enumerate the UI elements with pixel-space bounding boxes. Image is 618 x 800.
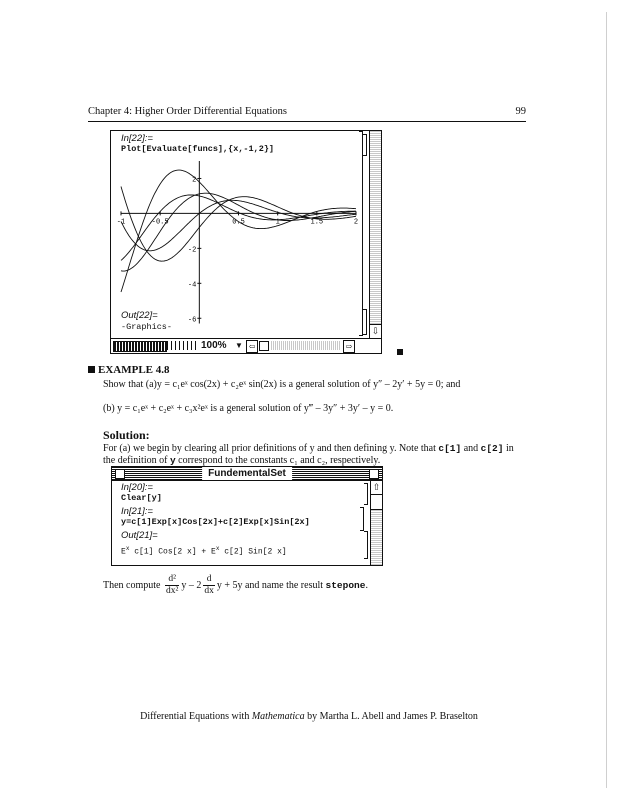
plot-axes (121, 161, 359, 324)
scroll-down-arrow-icon[interactable]: ⇩ (371, 326, 380, 336)
y-tick-label: -6 (187, 316, 197, 325)
x-tick-label: -1 (116, 218, 126, 227)
scroll-right-arrow-icon[interactable]: ⇨ (343, 340, 355, 353)
series-line-3 (121, 170, 359, 292)
x-tick-label: 1 (275, 218, 280, 227)
vertical-scrollbar[interactable] (369, 131, 381, 338)
chapter-title: Chapter 4: Higher Order Differential Equations (88, 106, 287, 117)
output-label: Out[22]= (121, 310, 158, 321)
solution-line-2: the definition of y correspond to the constants c₁ and c₂, respectively. (103, 455, 381, 466)
solution-line-1: For (a) we begin by clearing all prior definitions of y and then defining y. Note that c[1] and c[2] in (103, 443, 514, 454)
scroll-thumb[interactable] (259, 341, 269, 351)
second-derivative-fraction: $\frac{\text{d²}}{\text{dx²}}$ (165, 574, 179, 596)
inline-code-c2: c[2] (480, 443, 504, 454)
cell-bracket-output[interactable] (364, 531, 368, 559)
page-edge-rule (606, 12, 607, 788)
horizontal-scroll-track[interactable] (271, 341, 341, 350)
page-number: 99 (515, 106, 526, 117)
input-label-20: In[20]:= (121, 482, 153, 493)
cell-bracket-clear[interactable] (364, 483, 368, 505)
cell-bracket-group[interactable] (359, 131, 363, 336)
ruler-ticks (167, 341, 199, 350)
inline-code-y: y (169, 455, 176, 466)
x-tick-label: 0.5 (232, 218, 245, 227)
y-tick-label: -4 (187, 281, 197, 290)
example-part-a: Show that (a)y = c₁eˣ cos(2x) + c₂eˣ sin(2x) is a general solution of y″ – 2y′ + 5y = 0; and (103, 379, 461, 390)
solution-heading: Solution: (103, 428, 150, 442)
zoom-level[interactable]: 100% (201, 340, 227, 351)
notebook-content (111, 131, 369, 338)
output-graphics: -Graphics- (121, 322, 173, 332)
header-rule (88, 121, 526, 122)
cell-bracket-output[interactable] (363, 309, 367, 335)
x-tick-label: 2 (353, 218, 359, 227)
status-bar (111, 338, 381, 353)
input-code[interactable]: Plot[Evaluate[funcs],{x,-1,2}] (121, 144, 275, 154)
window-title: FundementalSet (202, 467, 292, 480)
y-tick-label: 2 (192, 176, 197, 185)
vertical-scrollbar[interactable] (370, 481, 382, 565)
footer-book-title: Mathematica (251, 711, 305, 722)
vertical-scroll-track[interactable] (370, 131, 381, 324)
page-footer: Differential Equations with Mathematica by Martha L. Abell and James P. Braselton (140, 711, 478, 722)
zoom-dropdown-icon[interactable]: ▼ (235, 341, 243, 350)
example-heading: EXAMPLE 4.8 (88, 364, 170, 376)
end-of-example-marker (397, 349, 403, 355)
notebook-content (112, 481, 370, 565)
x-tick-label: 1.5 (310, 218, 324, 227)
scroll-thumb[interactable] (371, 495, 382, 510)
window-titlebar[interactable] (112, 467, 382, 481)
output-expression: $E^x$ c[1] Cos[2 $x] + E^x$ c[2] Sin[2 x] (121, 545, 287, 557)
close-box-icon[interactable] (115, 469, 125, 479)
scroll-left-arrow-icon[interactable]: ⇦ (246, 340, 258, 353)
notebook-window-plot[interactable] (110, 130, 382, 354)
input-label: In[22]:= (121, 133, 153, 144)
cell-style-bar[interactable] (113, 341, 167, 352)
heading-bullet-icon (88, 366, 95, 373)
compute-instruction: Then compute $\frac{\text{d²}}{\text{dx²}}$ y – 2 $\frac{d}{dx}$ y + 5y and name the result stepone. (103, 574, 368, 596)
y-tick-label: -2 (187, 246, 197, 255)
plot-series (121, 170, 359, 292)
input-code-clear[interactable]: Clear[y] (121, 493, 162, 503)
zoom-box-icon[interactable] (369, 469, 379, 479)
inline-code-stepone: stepone (325, 579, 366, 591)
notebook-window-fundementalset[interactable] (111, 466, 383, 566)
cell-bracket-define[interactable] (360, 507, 364, 531)
x-tick-label: -0.5 (151, 218, 169, 227)
first-derivative-fraction: $\frac{d}{dx}$ (204, 574, 214, 596)
input-code-define-y[interactable]: y=c[1]Exp[x]Cos[2x]+c[2]Exp[x]Sin[2x] (121, 517, 310, 527)
output-label-21: Out[21]= (121, 530, 158, 541)
scroll-up-arrow-icon[interactable]: ⇧ (371, 481, 382, 495)
example-part-b: (b) y = c₁eˣ + c₂eˣ + c₃x²eˣ is a general solution of y‴ – 3y″ + 3y′ – y = 0. (103, 403, 394, 414)
vertical-scroll-track[interactable] (371, 510, 382, 565)
cell-bracket-input[interactable] (363, 134, 367, 156)
input-label-21: In[21]:= (121, 506, 153, 517)
inline-code-c1: c[1] (438, 443, 462, 454)
plot-graphic (111, 157, 369, 332)
